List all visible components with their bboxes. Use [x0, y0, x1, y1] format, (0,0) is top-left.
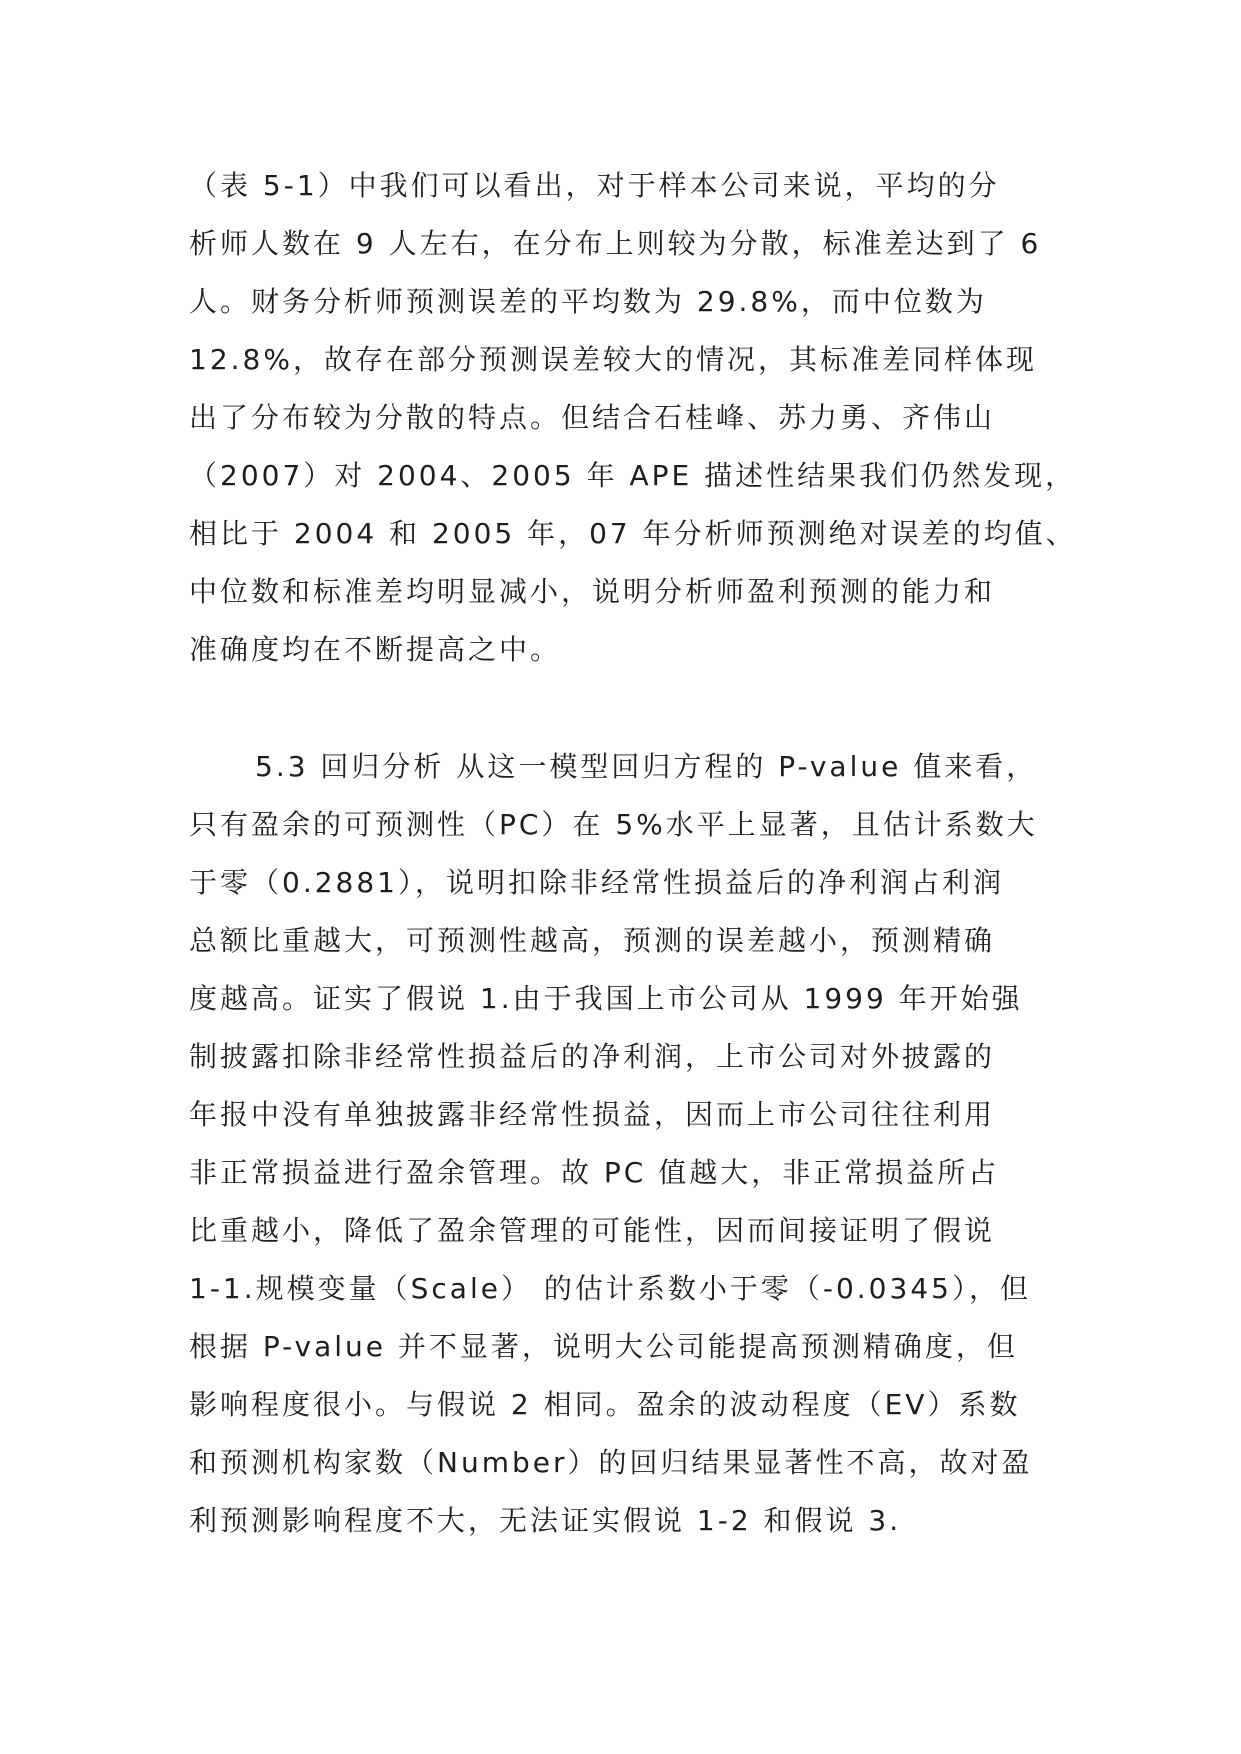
text-line: 只有盈余的可预测性（PC）在 5%水平上显著，且估计系数大 — [189, 808, 1038, 841]
text-line: 和预测机构家数（Number）的回归结果显著性不高，故对盈 — [189, 1446, 1033, 1479]
text-line: 析师人数在 9 人左右，在分布上则较为分散，标准差达到了 6 — [189, 227, 1042, 260]
text-line: 制披露扣除非经常性损益后的净利润，上市公司对外披露的 — [189, 1040, 996, 1073]
text-line: （表 5-1）中我们可以看出，对于样本公司来说，平均的分 — [189, 169, 1000, 202]
text-line: （2007）对 2004、2005 年 APE 描述性结果我们仍然发现， — [189, 459, 1077, 492]
text-line: 1-1.规模变量（Scale） 的估计系数小于零（-0.0345），但 — [189, 1272, 1031, 1305]
text-line: 比重越小，降低了盈余管理的可能性，因而间接证明了假说 — [189, 1214, 996, 1247]
text-line: 总额比重越大，可预测性越高，预测的误差越小，预测精确 — [189, 924, 996, 957]
text-line: 12.8%，故存在部分预测误差较大的情况，其标准差同样体现 — [189, 343, 1037, 376]
text-line: 相比于 2004 和 2005 年，07 年分析师预测绝对误差的均值、 — [189, 517, 1077, 550]
text-line: 出了分布较为分散的特点。但结合石桂峰、苏力勇、齐伟山 — [189, 401, 996, 434]
text-line: 年报中没有单独披露非经常性损益，因而上市公司往往利用 — [189, 1098, 996, 1131]
text-line: 影响程度很小。与假说 2 相同。盈余的波动程度（EV）系数 — [189, 1388, 1021, 1421]
paragraph-regression-analysis — [189, 738, 1069, 1550]
text-line: 中位数和标准差均明显减小，说明分析师盈利预测的能力和 — [189, 575, 996, 608]
text-line: 非正常损益进行盈余管理。故 PC 值越大，非正常损益所占 — [189, 1156, 1000, 1189]
text-line: 准确度均在不断提高之中。 — [189, 633, 562, 666]
text-line: 于零（0.2881），说明扣除非经常性损益后的净利润占利润 — [189, 866, 1004, 899]
text-line: 度越高。证实了假说 1.由于我国上市公司从 1999 年开始强 — [189, 982, 1023, 1015]
text-line: 人。财务分析师预测误差的平均数为 29.8%，而中位数为 — [189, 285, 987, 318]
text-line: 利预测影响程度不大，无法证实假说 1-2 和假说 3. — [189, 1504, 902, 1537]
text-line: 5.3 回归分析 从这一模型回归方程的 P-value 值来看， — [255, 750, 1038, 783]
text-line: 根据 P-value 并不显著，说明大公司能提高预测精确度，但 — [189, 1330, 1018, 1363]
paragraph-descriptive-statistics — [189, 157, 1077, 679]
